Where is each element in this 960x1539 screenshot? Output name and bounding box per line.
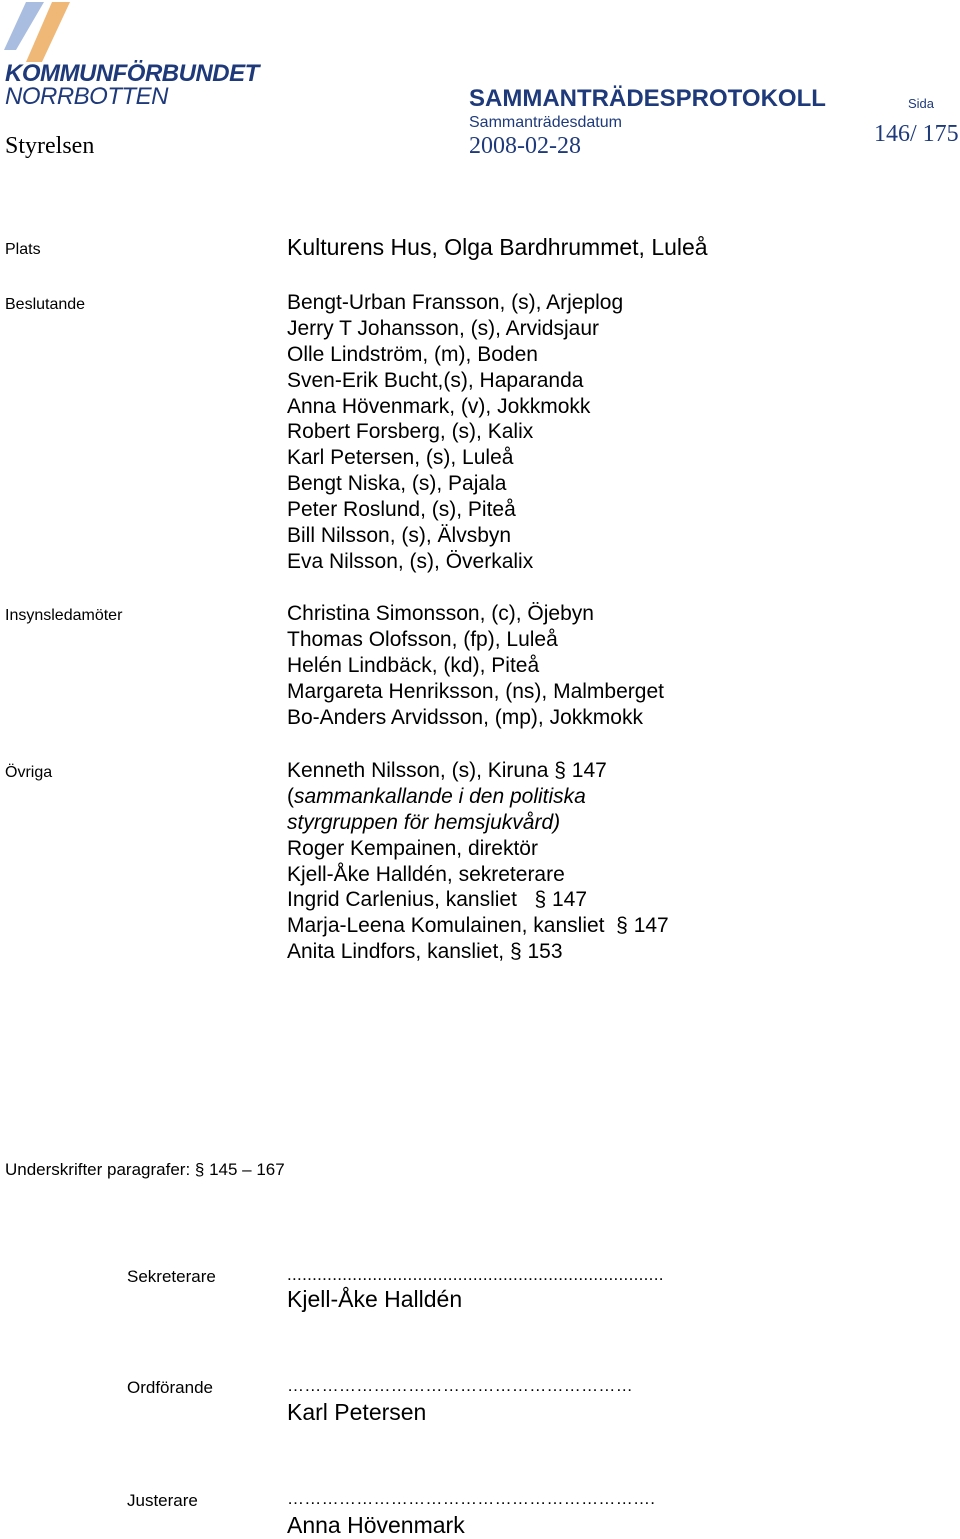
member-line: Ingrid Carlenius, kansliet § 147 bbox=[287, 888, 587, 912]
ovriga-note-line bbox=[287, 784, 669, 810]
plats-value: Kulturens Hus, Olga Bardhrummet, Luleå bbox=[287, 234, 708, 260]
member-line: Margareta Henriksson, (ns), Malmberget bbox=[287, 679, 664, 703]
ordforande-label: Ordförande bbox=[127, 1378, 213, 1397]
member-line: Anita Lindfors, kansliet, § 153 bbox=[287, 940, 563, 964]
member-line: Karl Petersen, (s), Luleå bbox=[287, 446, 514, 470]
signature-line: ........................................................................... bbox=[287, 1265, 664, 1284]
logo-mark bbox=[4, 2, 74, 67]
insynsledamoter-list bbox=[287, 601, 664, 730]
member-line: Jerry T Johansson, (s), Arvidsjaur bbox=[287, 316, 600, 340]
page-label: Sida bbox=[908, 96, 935, 111]
justerare-label: Justerare bbox=[127, 1491, 198, 1510]
ovriga-note-line: styrgruppen för hemsjukvård) bbox=[287, 810, 561, 834]
insynsledamoter-label: Insynsledamöter bbox=[5, 607, 123, 624]
meeting-date: 2008-02-28 bbox=[469, 133, 581, 159]
note-text: sammankallande i den politiska bbox=[294, 784, 586, 808]
signature-line: …………………………………………………… bbox=[287, 1376, 633, 1395]
ovriga-line: Kenneth Nilsson, (s), Kiruna § 147 bbox=[287, 759, 607, 782]
page-number: 146/ 175 bbox=[874, 121, 959, 147]
member-line: Thomas Olofsson, (fp), Luleå bbox=[287, 627, 558, 651]
ordforande-name: Karl Petersen bbox=[287, 1399, 427, 1425]
justerare-name: Anna Hövenmark bbox=[287, 1512, 465, 1538]
member-line: Bengt-Urban Fransson, (s), Arjeplog bbox=[287, 291, 624, 314]
member-line: Robert Forsberg, (s), Kalix bbox=[287, 420, 534, 444]
underskrifter-paragrafer: Underskrifter paragrafer: § 145 – 167 bbox=[5, 1160, 285, 1179]
logo-text-line1: KOMMUNFÖRBUNDET bbox=[5, 60, 259, 87]
member-line: Helén Lindbäck, (kd), Piteå bbox=[287, 653, 540, 677]
member-line: Olle Lindström, (m), Boden bbox=[287, 342, 538, 366]
member-line: Eva Nilsson, (s), Överkalix bbox=[287, 549, 534, 573]
member-line: Anna Hövenmark, (v), Jokkmokk bbox=[287, 394, 591, 418]
committee-name: Styrelsen bbox=[5, 133, 95, 159]
signature-line: ………………………………………………………. bbox=[287, 1489, 656, 1508]
member-line: Roger Kempainen, direktör bbox=[287, 836, 538, 860]
note-paren: ( bbox=[287, 784, 294, 808]
member-line: Marja-Leena Komulainen, kansliet § 147 bbox=[287, 914, 669, 938]
sekreterare-name: Kjell-Åke Halldén bbox=[287, 1286, 463, 1312]
member-line: Peter Roslund, (s), Piteå bbox=[287, 498, 516, 522]
ovriga-label: Övriga bbox=[5, 764, 53, 781]
member-line: Bill Nilsson, (s), Älvsbyn bbox=[287, 524, 512, 548]
member-line: Christina Simonsson, (c), Öjebyn bbox=[287, 602, 594, 625]
member-line: Bengt Niska, (s), Pajala bbox=[287, 472, 507, 496]
member-line: Kjell-Åke Halldén, sekreterare bbox=[287, 862, 565, 886]
member-line: Bo-Anders Arvidsson, (mp), Jokkmokk bbox=[287, 705, 643, 729]
member-line: Sven-Erik Bucht,(s), Haparanda bbox=[287, 368, 584, 392]
sekreterare-label: Sekreterare bbox=[127, 1267, 216, 1286]
ovriga-list bbox=[287, 758, 669, 965]
document-title: SAMMANTRÄDESPROTOKOLL bbox=[469, 85, 826, 112]
beslutande-label: Beslutande bbox=[5, 296, 86, 313]
plats-label: Plats bbox=[5, 241, 41, 258]
logo-text-line2: NORRBOTTEN bbox=[5, 83, 168, 110]
date-label: Sammanträdesdatum bbox=[469, 114, 622, 131]
beslutande-list bbox=[287, 290, 623, 575]
